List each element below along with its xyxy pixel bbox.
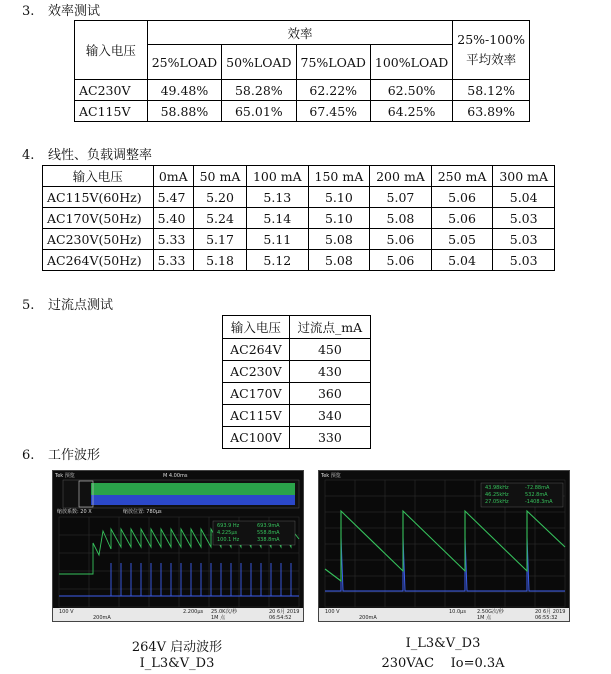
regulation-table — [42, 165, 555, 271]
meas-readout: -1408.3mA — [525, 499, 553, 505]
meas-readout: 4.225μs — [217, 530, 238, 536]
reg-value: 5.10 — [308, 208, 370, 229]
record-length: 1M 点 — [477, 615, 492, 621]
reg-header: 200 mA — [370, 166, 432, 187]
capture-date: 20 6月 2019 — [269, 609, 300, 615]
section-5-title: 过流点测试 — [48, 298, 114, 313]
zoom-position: 缩放位置: 780μs — [123, 509, 162, 515]
reg-value: 5.20 — [193, 187, 246, 208]
eff-header-efficiency: 效率 — [147, 21, 453, 45]
reg-value: 5.06 — [370, 250, 432, 271]
reg-voltage: AC115V(60Hz) — [43, 187, 154, 208]
reg-header: 250 mA — [431, 166, 493, 187]
table-row — [223, 361, 371, 383]
reg-value: 5.17 — [193, 229, 246, 250]
eff-value: 58.28% — [222, 80, 296, 101]
oc-value: 360 — [289, 383, 370, 405]
time-scale: 2.200μs — [183, 609, 204, 615]
reg-value: 5.06 — [370, 229, 432, 250]
table-row — [223, 339, 371, 361]
section-6-heading — [22, 448, 100, 464]
eff-voltage: AC230V — [75, 80, 148, 101]
meas-readout: 100.1 Hz — [217, 537, 240, 543]
scope-brand: Tek 预览 — [55, 473, 75, 479]
reg-value: 5.33 — [153, 250, 193, 271]
steady-state-waveform-screenshot — [318, 470, 570, 622]
oc-voltage: AC170V — [223, 383, 290, 405]
reg-voltage: AC264V(50Hz) — [43, 250, 154, 271]
table-row — [43, 208, 555, 229]
oc-voltage: AC230V — [223, 361, 290, 383]
eff-value: 67.45% — [296, 101, 370, 122]
reg-value: 5.13 — [247, 187, 309, 208]
ch2-scale: 200mA — [93, 615, 111, 621]
eff-load-header: 50%LOAD — [222, 45, 296, 80]
table-row — [75, 80, 530, 101]
right-caption-line1: I_L3&V_D3 — [405, 636, 481, 651]
ch1-scale: 100 V — [325, 609, 340, 615]
sample-rate: 2.50G次/秒 — [477, 609, 504, 615]
table-row — [223, 405, 371, 427]
overcurrent-table — [222, 315, 371, 449]
reg-value: 5.06 — [431, 208, 493, 229]
meas-readout: 46.25kHz — [485, 492, 509, 498]
reg-value: 5.08 — [308, 229, 370, 250]
efficiency-table — [74, 20, 530, 122]
section-3-number: 3. — [22, 4, 35, 19]
ch2-scale: 200mA — [359, 615, 377, 621]
eff-value: 58.88% — [147, 101, 221, 122]
left-caption-line2: I_L3&V_D3 — [139, 656, 215, 671]
meas-readout: 558.8mA — [257, 530, 280, 536]
oc-voltage: AC264V — [223, 339, 290, 361]
table-row — [223, 427, 371, 449]
record-length: 1M 点 — [211, 615, 226, 621]
oc-header: 过流点_mA — [289, 316, 370, 339]
section-4-title: 线性、负载调整率 — [48, 148, 153, 163]
capture-date: 20 6月 2019 — [535, 609, 566, 615]
left-caption-line1: 264V 启动波形 — [131, 640, 223, 655]
eff-value: 63.89% — [453, 101, 530, 122]
reg-header: 0mA — [153, 166, 193, 187]
table-row — [223, 383, 371, 405]
section-6-title: 工作波形 — [48, 448, 101, 463]
reg-value: 5.33 — [153, 229, 193, 250]
sample-rate: 25.0K次/秒 — [211, 609, 238, 615]
oc-voltage: AC115V — [223, 405, 290, 427]
eff-value: 62.50% — [370, 80, 452, 101]
eff-header-input: 输入电压 — [75, 21, 148, 80]
meas-readout: -72.88mA — [525, 485, 550, 491]
eff-value: 64.25% — [370, 101, 452, 122]
table-row — [75, 101, 530, 122]
capture-time: 06:54:52 — [269, 615, 292, 621]
reg-value: 5.08 — [308, 250, 370, 271]
section-3-heading — [22, 4, 100, 20]
table-row — [43, 250, 555, 271]
reg-value: 5.08 — [370, 208, 432, 229]
eff-load-header: 75%LOAD — [296, 45, 370, 80]
oc-value: 450 — [289, 339, 370, 361]
ch1-scale: 100 V — [59, 609, 74, 615]
section-5-heading — [22, 298, 113, 314]
reg-value: 5.14 — [247, 208, 309, 229]
meas-readout: 43.98kHz — [485, 485, 509, 491]
reg-value: 5.10 — [308, 187, 370, 208]
reg-value: 5.04 — [493, 187, 555, 208]
reg-header: 50 mA — [193, 166, 246, 187]
section-4-heading — [22, 148, 152, 164]
reg-value: 5.03 — [493, 229, 555, 250]
zoom-factor: 缩放系数: 20 X — [57, 509, 92, 515]
scope-brand: Tek 预览 — [321, 473, 341, 479]
oc-value: 430 — [289, 361, 370, 383]
reg-value: 5.03 — [493, 208, 555, 229]
meas-readout: 693.9 Hz — [217, 523, 240, 529]
time-scale: 10.0μs — [449, 609, 466, 615]
reg-value: 5.06 — [431, 187, 493, 208]
meas-readout: 532.8mA — [525, 492, 548, 498]
reg-value: 5.03 — [493, 250, 555, 271]
meas-readout: 338.8mA — [257, 537, 280, 543]
reg-header: 输入电压 — [43, 166, 154, 187]
right-caption-line2: 230VAC Io=0.3A — [381, 656, 505, 671]
oc-voltage: AC100V — [223, 427, 290, 449]
table-row — [43, 187, 555, 208]
eff-load-header: 100%LOAD — [370, 45, 452, 80]
eff-value: 65.01% — [222, 101, 296, 122]
reg-header: 150 mA — [308, 166, 370, 187]
reg-value: 5.18 — [193, 250, 246, 271]
reg-value: 5.05 — [431, 229, 493, 250]
oc-value: 340 — [289, 405, 370, 427]
eff-value: 58.12% — [453, 80, 530, 101]
overview-green-trace — [91, 483, 295, 495]
eff-header-average: 25%-100% 平均效率 — [453, 21, 530, 80]
startup-waveform-screenshot — [52, 470, 304, 622]
section-4-number: 4. — [22, 148, 35, 163]
reg-value: 5.24 — [193, 208, 246, 229]
reg-value: 5.04 — [431, 250, 493, 271]
oc-value: 330 — [289, 427, 370, 449]
oc-header: 输入电压 — [223, 316, 290, 339]
section-3-title: 效率测试 — [48, 4, 101, 19]
reg-value: 5.40 — [153, 208, 193, 229]
eff-value: 62.22% — [296, 80, 370, 101]
table-row — [43, 229, 555, 250]
reg-value: 5.12 — [247, 250, 309, 271]
reg-voltage: AC170V(50Hz) — [43, 208, 154, 229]
section-5-number: 5. — [22, 298, 35, 313]
reg-header: 300 mA — [493, 166, 555, 187]
meas-readout: 27.05kHz — [485, 499, 509, 505]
capture-time: 06:55:32 — [535, 615, 558, 621]
eff-voltage: AC115V — [75, 101, 148, 122]
eff-load-header: 25%LOAD — [147, 45, 221, 80]
meas-readout: 693.9mA — [257, 523, 280, 529]
section-6-number: 6. — [22, 448, 35, 463]
reg-value: 5.11 — [247, 229, 309, 250]
eff-value: 49.48% — [147, 80, 221, 101]
reg-voltage: AC230V(50Hz) — [43, 229, 154, 250]
reg-value: 5.07 — [370, 187, 432, 208]
reg-value: 5.47 — [153, 187, 193, 208]
overview-blue-trace — [91, 495, 295, 505]
reg-header: 100 mA — [247, 166, 309, 187]
scope-timebase: M 4.00ms — [163, 473, 188, 479]
